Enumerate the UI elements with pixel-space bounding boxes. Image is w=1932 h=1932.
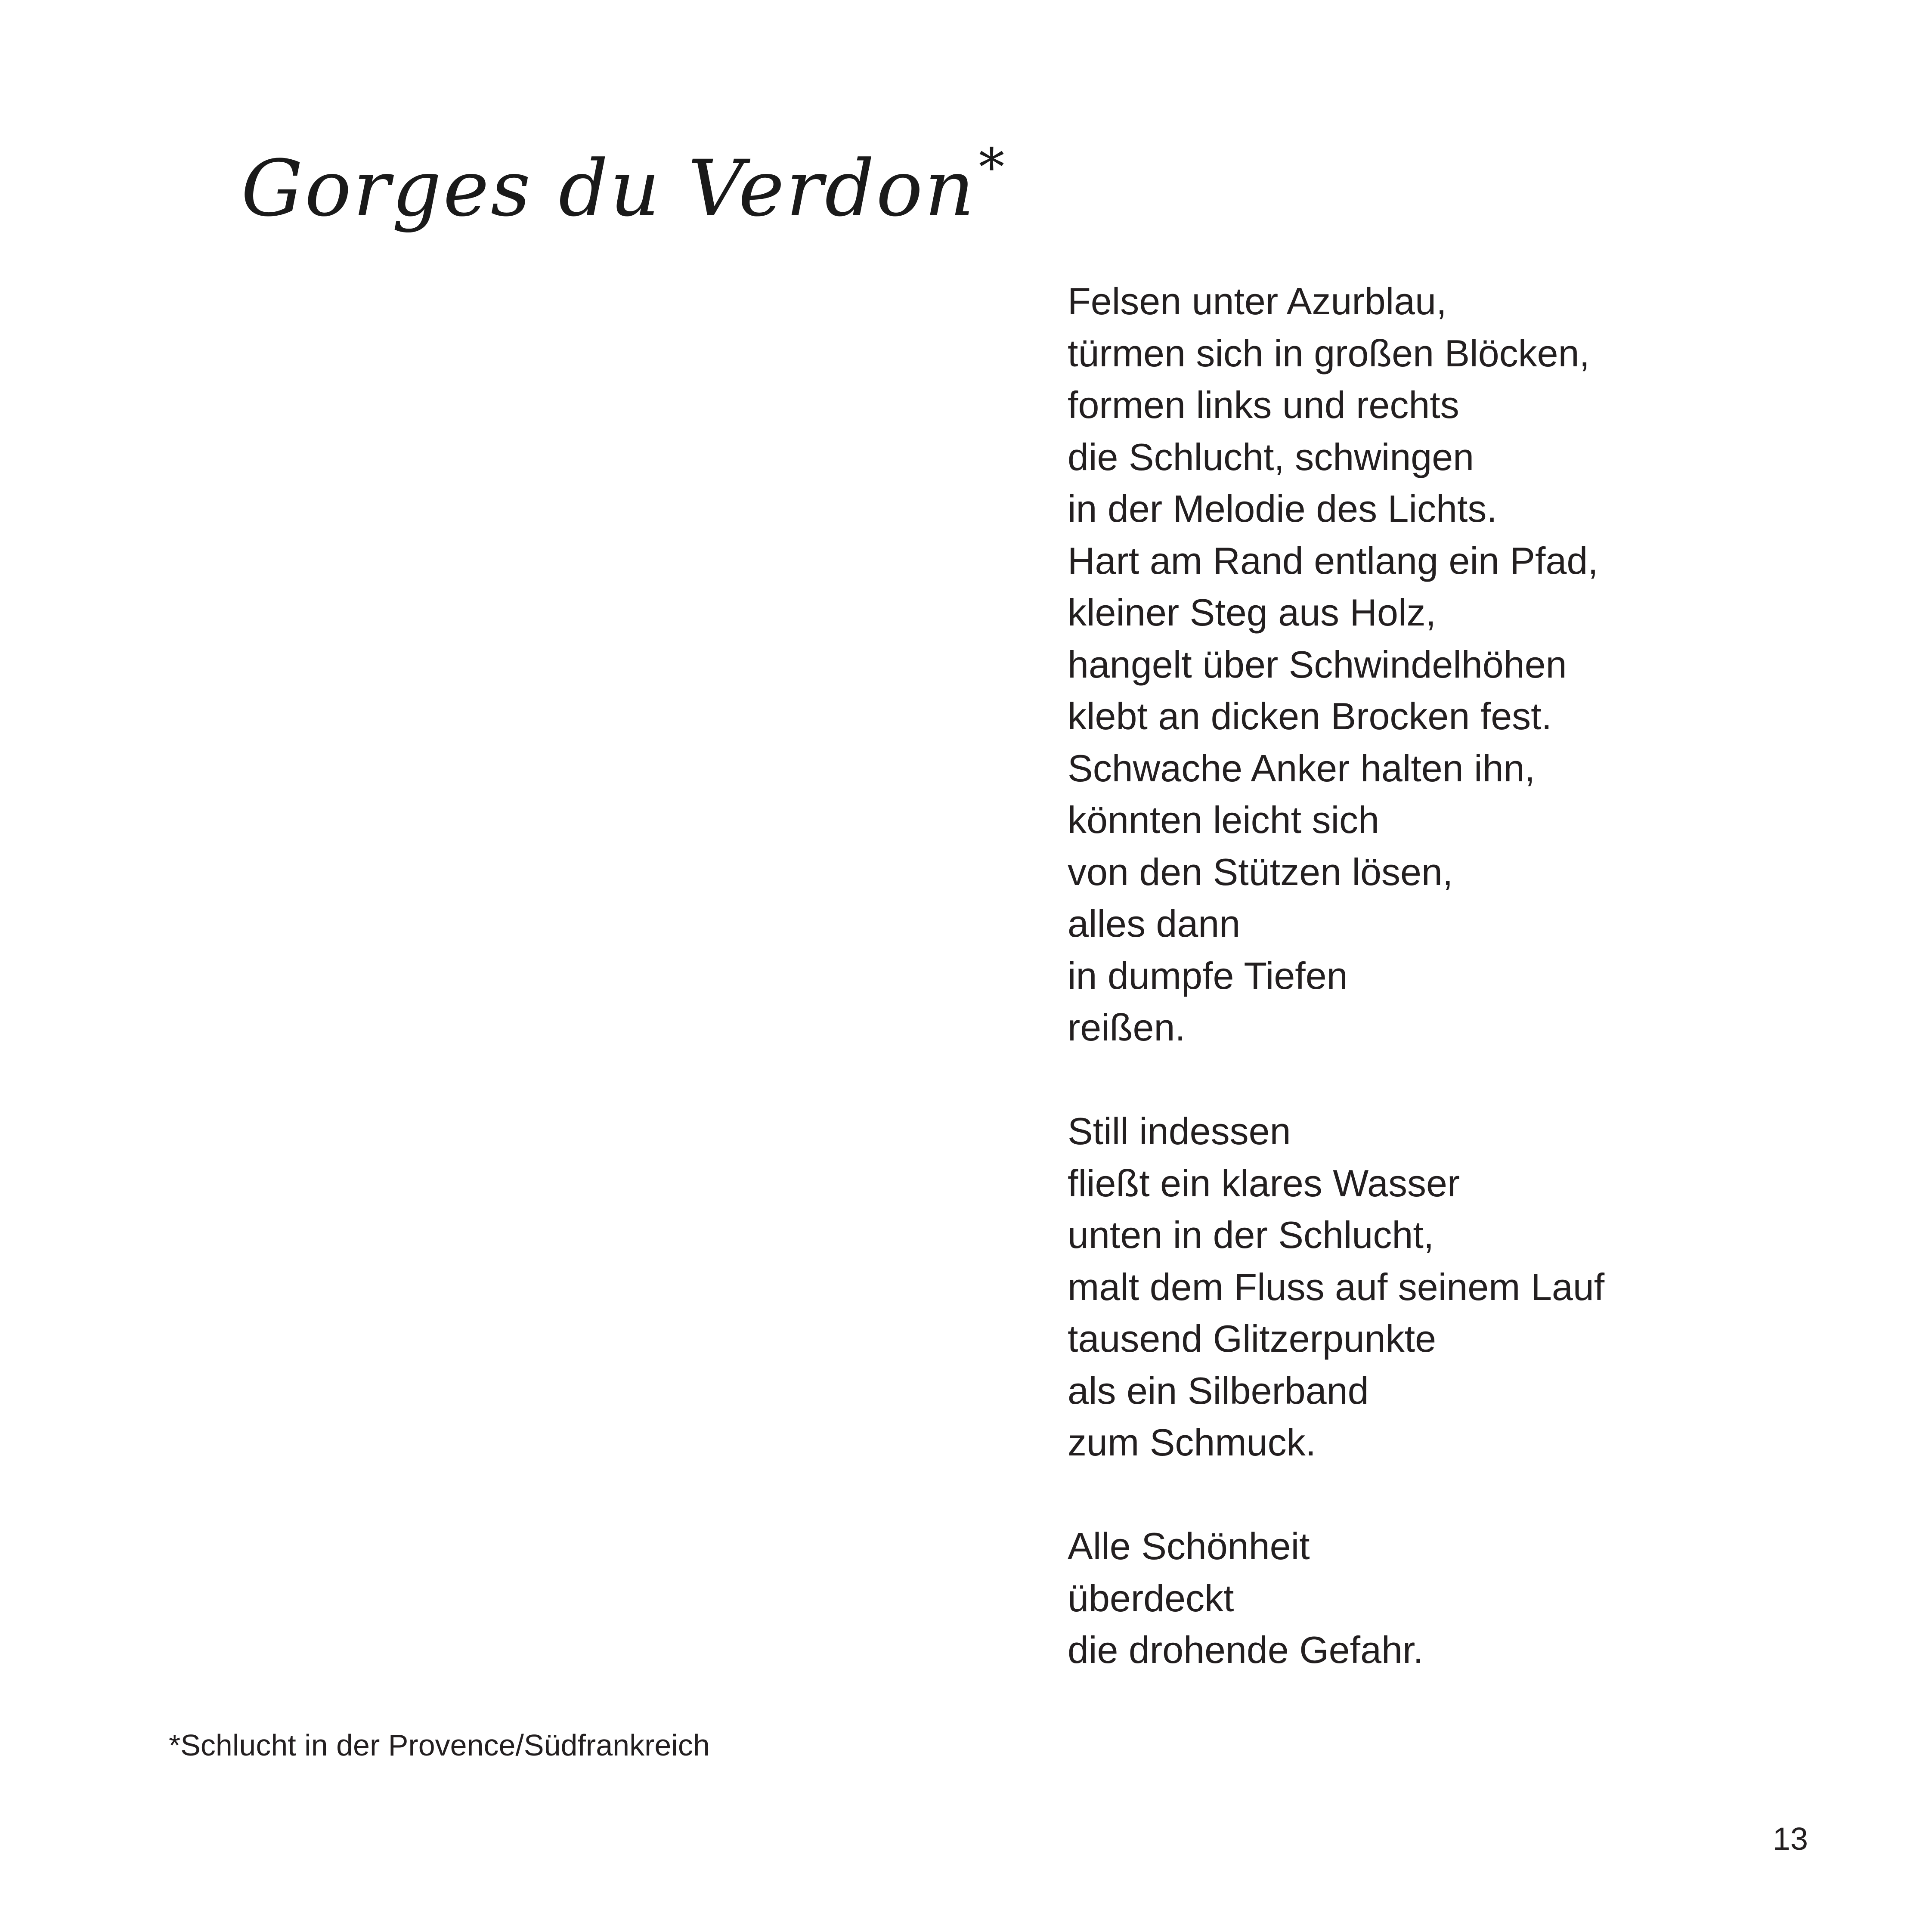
poem-line: von den Stützen lösen, [1068, 850, 1453, 893]
poem-title [241, 138, 1006, 234]
poem-line: klebt an dicken Brocken fest. [1068, 695, 1552, 737]
stanza-1 [1068, 276, 1604, 1054]
poem-line: Still indessen [1068, 1110, 1291, 1152]
poem-line: kleiner Steg aus Holz, [1068, 591, 1436, 634]
poem-line: die Schlucht, schwingen [1068, 435, 1474, 478]
poem-line: unten in der Schlucht, [1068, 1214, 1434, 1256]
poem-line: überdeckt [1068, 1576, 1234, 1619]
poem-body [1068, 276, 1604, 1676]
poem-line: Felsen unter Azurblau, [1068, 280, 1447, 322]
footnote: *Schlucht in der Provence/Südfrankreich [169, 1728, 710, 1762]
poem-line: die drohende Gefahr. [1068, 1629, 1424, 1671]
stanza-3 [1068, 1520, 1604, 1676]
poem-line: in der Melodie des Lichts. [1068, 487, 1497, 530]
poem-line: hangelt über Schwindelhöhen [1068, 643, 1567, 686]
poem-line: malt dem Fluss auf seinem Lauf [1068, 1265, 1605, 1308]
poem-line: fließt ein klares Wasser [1068, 1161, 1460, 1204]
poem-line: zum Schmuck. [1068, 1421, 1316, 1464]
poem-line: tausend Glitzerpunkte [1068, 1317, 1437, 1360]
poem-line: türmen sich in großen Blöcken, [1068, 331, 1590, 375]
poem-line: alles dann [1068, 902, 1241, 945]
poem-line: in dumpfe Tiefen [1068, 954, 1348, 997]
poem-title-text: Gorges du Verdon [241, 144, 976, 234]
poem-line: reißen. [1068, 1006, 1186, 1049]
poem-line: als ein Silberband [1068, 1369, 1369, 1412]
poem-line: Schwache Anker halten ihn, [1068, 746, 1536, 790]
page-number: 13 [1772, 1821, 1808, 1857]
poem-line: Hart am Rand entlang ein Pfad, [1068, 539, 1598, 582]
poem-line: könnten leicht sich [1068, 799, 1379, 841]
poem-line: formen links und rechts [1068, 384, 1459, 426]
poem-line: Alle Schönheit [1068, 1525, 1310, 1567]
footnote-marker: * [978, 138, 1006, 198]
stanza-2 [1068, 1105, 1604, 1469]
